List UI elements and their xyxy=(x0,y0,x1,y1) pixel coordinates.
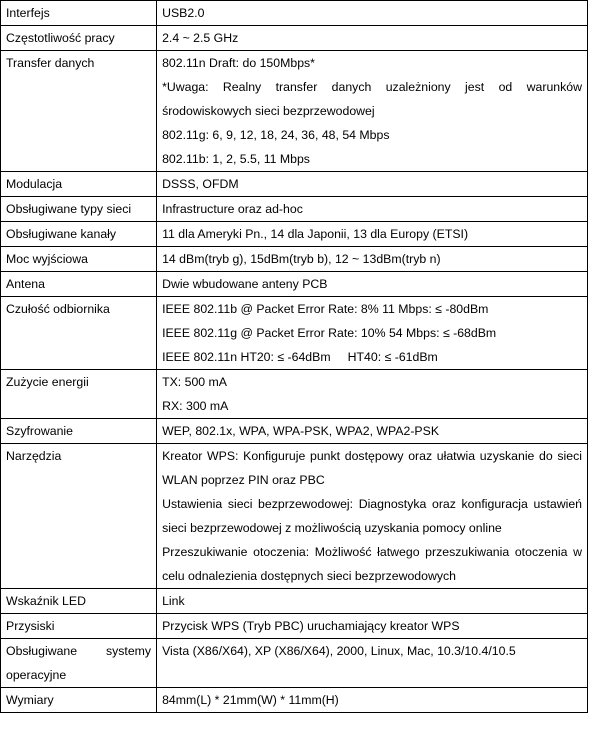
spec-row xyxy=(1,26,588,51)
spec-label: Wskaźnik LED xyxy=(1,589,157,614)
spec-row xyxy=(1,247,588,272)
spec-row xyxy=(1,639,588,688)
spec-value xyxy=(157,222,588,247)
spec-label: Moc wyjściowa xyxy=(1,247,157,272)
spec-value-line: TX: 500 mA xyxy=(162,375,227,389)
spec-row xyxy=(1,172,588,197)
spec-row xyxy=(1,614,588,639)
spec-value-line: IEEE 802.11b @ Packet Error Rate: 8% 11 Mbps: ≤ -80dBm xyxy=(162,302,489,316)
spec-value xyxy=(157,51,588,172)
spec-value xyxy=(157,1,588,26)
spec-value-line: Link xyxy=(162,594,185,608)
spec-row xyxy=(1,688,588,713)
spec-row xyxy=(1,444,588,589)
spec-value xyxy=(157,197,588,222)
spec-value-line: Przeszukiwanie otoczenia: Możliwość łatwego przeszukiwania otoczenia w celu odnalezienia dostępnych sieci bezprzewodowych xyxy=(162,545,586,583)
spec-label: Modulacja xyxy=(1,172,157,197)
spec-value-line: 802.11n Draft: do 150Mbps* xyxy=(162,56,315,70)
spec-label: Antena xyxy=(1,272,157,297)
spec-value-line: USB2.0 xyxy=(162,6,205,20)
spec-value-line: 802.11g: 6, 9, 12, 18, 24, 36, 48, 54 Mbps xyxy=(162,128,390,142)
spec-row xyxy=(1,589,588,614)
spec-value-line: 2.4 ~ 2.5 GHz xyxy=(162,31,239,45)
spec-row xyxy=(1,419,588,444)
spec-label: Obsługiwane kanały xyxy=(1,222,157,247)
spec-label: Częstotliwość pracy xyxy=(1,26,157,51)
spec-row xyxy=(1,51,588,172)
spec-value xyxy=(157,444,588,589)
spec-value-line: 84mm(L) * 21mm(W) * 11mm(H) xyxy=(162,693,339,707)
spec-row xyxy=(1,297,588,370)
spec-value-line: IEEE 802.11n HT20: ≤ -64dBm HT40: ≤ -61dBm xyxy=(162,350,438,364)
spec-label: Szyfrowanie xyxy=(1,419,157,444)
spec-value-line: Vista (X86/X64), XP (X86/X64), 2000, Linux, Mac, 10.3/10.4/10.5 xyxy=(162,644,516,658)
spec-row xyxy=(1,222,588,247)
spec-value xyxy=(157,26,588,51)
spec-row xyxy=(1,370,588,419)
spec-value-line: Dwie wbudowane anteny PCB xyxy=(162,277,328,291)
spec-value xyxy=(157,247,588,272)
spec-value-line: 11 dla Ameryki Pn., 14 dla Japonii, 13 dla Europy (ETSI) xyxy=(162,227,469,241)
spec-label: Obsługiwane typy sieci xyxy=(1,197,157,222)
spec-label: Narzędzia xyxy=(1,444,157,589)
spec-value-line: Ustawienia sieci bezprzewodowej: Diagnostyka oraz konfiguracja ustawień sieci bezprzewodowej z możliwością uzyskania pomocy online xyxy=(162,497,586,535)
spec-value xyxy=(157,639,588,688)
spec-value xyxy=(157,589,588,614)
spec-label: Obsługiwane systemy operacyjne xyxy=(1,639,157,688)
spec-label: Wymiary xyxy=(1,688,157,713)
spec-label: Czułość odbiornika xyxy=(1,297,157,370)
spec-value xyxy=(157,172,588,197)
spec-row xyxy=(1,1,588,26)
spec-value-line: IEEE 802.11g @ Packet Error Rate: 10% 54 Mbps: ≤ -68dBm xyxy=(162,326,497,340)
spec-row xyxy=(1,197,588,222)
spec-label: Transfer danych xyxy=(1,51,157,172)
spec-value-line: *Uwaga: Realny transfer danych uzależniony jest od warunków środowiskowych sieci bezprzewodowej xyxy=(162,80,586,118)
spec-label: Przysiski xyxy=(1,614,157,639)
spec-value-line: Przycisk WPS (Tryb PBC) uruchamiający kreator WPS xyxy=(162,619,460,633)
spec-value-line: Kreator WPS: Konfiguruje punkt dostępowy oraz ułatwia uzyskanie do sieci WLAN poprzez PIN oraz PBC xyxy=(162,449,586,487)
spec-value-line: WEP, 802.1x, WPA, WPA-PSK, WPA2, WPA2-PSK xyxy=(162,424,440,438)
spec-label: Zużycie energii xyxy=(1,370,157,419)
spec-label: Interfejs xyxy=(1,1,157,26)
spec-table-body xyxy=(1,1,588,713)
spec-value xyxy=(157,297,588,370)
spec-row xyxy=(1,272,588,297)
spec-value-line: DSSS, OFDM xyxy=(162,177,239,191)
spec-value xyxy=(157,370,588,419)
spec-value-line: 802.11b: 1, 2, 5.5, 11 Mbps xyxy=(162,152,310,166)
spec-value xyxy=(157,272,588,297)
spec-value xyxy=(157,688,588,713)
spec-value-line: RX: 300 mA xyxy=(162,399,229,413)
spec-value xyxy=(157,614,588,639)
spec-value-line: Infrastructure oraz ad-hoc xyxy=(162,202,303,216)
spec-value xyxy=(157,419,588,444)
spec-value-line: 14 dBm(tryb g), 15dBm(tryb b), 12 ~ 13dBm(tryb n) xyxy=(162,252,441,266)
